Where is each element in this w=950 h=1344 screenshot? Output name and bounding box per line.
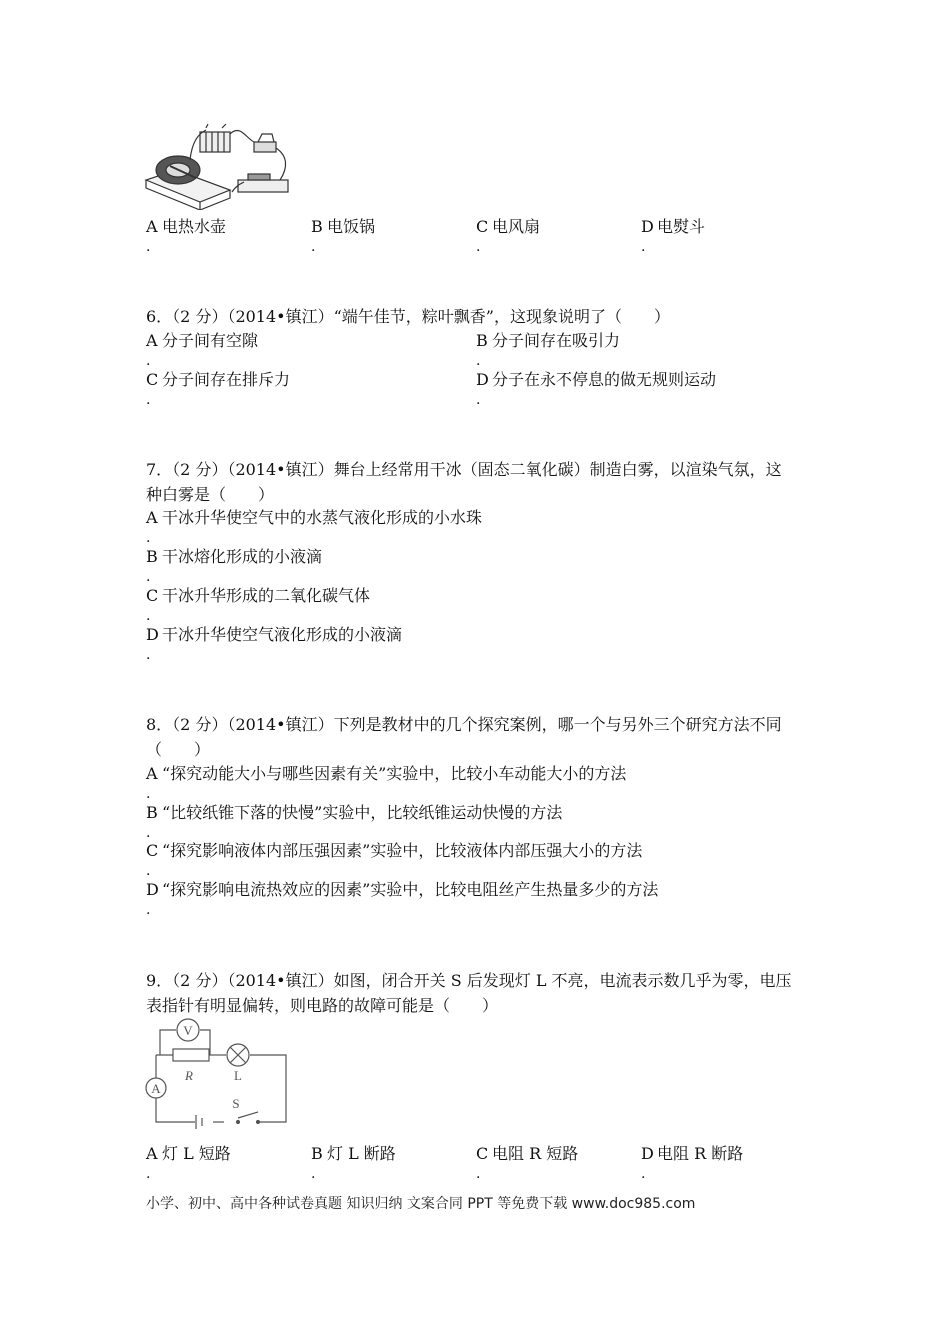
option-dot: . xyxy=(146,863,151,879)
q5-option-c[interactable] xyxy=(476,216,540,238)
q8-option-d[interactable] xyxy=(146,879,658,901)
option-letter: D xyxy=(146,880,159,899)
q7-option-b[interactable] xyxy=(146,546,322,568)
option-dot: . xyxy=(476,392,481,408)
option-text: 干冰升华使空气中的水蒸气液化形成的小水珠 xyxy=(162,508,483,527)
option-letter: A xyxy=(146,508,158,527)
option-dot: . xyxy=(146,239,151,255)
option-letter: A xyxy=(146,764,158,783)
option-text: “比较纸锥下落的快慢”实验中，比较纸锥运动快慢的方法 xyxy=(162,803,563,822)
q8-stem-line1: 8．（2 分）（2014•镇江）下列是教材中的几个探究案例，哪一个与另外三个研究方法不同 xyxy=(146,715,782,734)
option-dot: . xyxy=(641,1166,646,1182)
option-dot: . xyxy=(476,239,481,255)
option-text: 电阻 R 短路 xyxy=(492,1144,579,1163)
q5-option-b[interactable] xyxy=(311,216,375,238)
option-letter: C xyxy=(146,841,159,860)
q6-option-a[interactable] xyxy=(146,330,258,352)
q7-stem-line1: 7．（2 分）（2014•镇江）舞台上经常用干冰（固态二氧化碳）制造白雾，以渲染气氛，这 xyxy=(146,460,782,479)
page-footer: 小学、初中、高中各种试卷真题 知识归纳 文案合同 PPT 等免费下载 www.doc985.com xyxy=(146,1196,696,1212)
option-letter: C xyxy=(146,370,159,389)
option-text: “探究动能大小与哪些因素有关”实验中，比较小车动能大小的方法 xyxy=(162,764,627,783)
q6-option-d[interactable] xyxy=(476,369,716,391)
option-letter: A xyxy=(146,217,158,236)
q9-option-a[interactable] xyxy=(146,1143,231,1165)
q7-option-d[interactable] xyxy=(146,624,402,646)
option-letter: D xyxy=(146,625,159,644)
option-text: 电阻 R 断路 xyxy=(657,1144,744,1163)
q9-option-d[interactable] xyxy=(641,1143,743,1165)
option-text: 分子间存在排斥力 xyxy=(162,370,291,389)
circuit-diagram xyxy=(140,1018,290,1138)
option-dot: . xyxy=(146,825,151,841)
q7-option-a[interactable] xyxy=(146,507,482,529)
option-letter: C xyxy=(146,586,159,605)
electromagnet-apparatus-figure xyxy=(140,120,300,210)
option-dot: . xyxy=(146,530,151,546)
resistor-label: R xyxy=(185,1068,193,1083)
option-letter: B xyxy=(311,217,323,236)
option-dot: . xyxy=(476,353,481,369)
option-dot: . xyxy=(311,239,316,255)
q9-stem-line2: 表指针有明显偏转，则电路的故障可能是（ ） xyxy=(146,996,499,1015)
q6-option-c[interactable] xyxy=(146,369,290,391)
option-text: 分子间有空隙 xyxy=(162,331,259,350)
option-text: 分子间存在吸引力 xyxy=(492,331,621,350)
ammeter-symbol: A xyxy=(151,1081,161,1096)
option-letter: A xyxy=(146,331,158,350)
option-text: 电风扇 xyxy=(492,217,541,236)
option-text: 灯 L 短路 xyxy=(162,1144,231,1163)
option-dot: . xyxy=(146,786,151,802)
option-dot: . xyxy=(146,647,151,663)
option-text: “探究影响电流热效应的因素”实验中，比较电阻丝产生热量多少的方法 xyxy=(162,880,659,899)
q7-option-c[interactable] xyxy=(146,585,370,607)
option-dot: . xyxy=(641,239,646,255)
q8-option-c[interactable] xyxy=(146,840,642,862)
q9-option-b[interactable] xyxy=(311,1143,396,1165)
voltmeter-symbol: V xyxy=(183,1023,193,1038)
option-dot: . xyxy=(146,1166,151,1182)
option-dot: . xyxy=(146,392,151,408)
option-dot: . xyxy=(146,353,151,369)
option-dot: . xyxy=(146,569,151,585)
lamp-label: L xyxy=(234,1068,242,1083)
option-letter: D xyxy=(641,217,654,236)
option-dot: . xyxy=(146,902,151,918)
q9-stem-line1: 9．（2 分）（2014•镇江）如图，闭合开关 S 后发现灯 L 不亮，电流表示数几乎为零，电压 xyxy=(146,971,792,990)
option-letter: C xyxy=(476,1144,489,1163)
q6-stem: 6．（2 分）（2014•镇江）“端午佳节，粽叶飘香”，这现象说明了（ ） xyxy=(146,307,670,326)
q8-option-a[interactable] xyxy=(146,763,626,785)
option-letter: B xyxy=(146,547,158,566)
option-text: 干冰熔化形成的小液滴 xyxy=(162,547,323,566)
q7-stem-line2: 种白雾是（ ） xyxy=(146,485,275,504)
q9-option-c[interactable] xyxy=(476,1143,578,1165)
option-text: 电熨斗 xyxy=(657,217,706,236)
option-dot: . xyxy=(311,1166,316,1182)
option-text: 干冰升华使空气液化形成的小液滴 xyxy=(162,625,403,644)
q6-option-b[interactable] xyxy=(476,330,620,352)
option-text: 分子在永不停息的做无规则运动 xyxy=(492,370,717,389)
switch-label: S xyxy=(232,1096,240,1111)
option-letter: B xyxy=(476,331,488,350)
option-letter: D xyxy=(476,370,489,389)
q8-option-b[interactable] xyxy=(146,802,562,824)
option-text: 干冰升华形成的二氧化碳气体 xyxy=(162,586,371,605)
q5-option-a[interactable] xyxy=(146,216,226,238)
option-letter: B xyxy=(311,1144,323,1163)
q8-stem-line2: （ ） xyxy=(146,740,211,759)
option-letter: D xyxy=(641,1144,654,1163)
option-dot: . xyxy=(146,608,151,624)
option-text: “探究影响液体内部压强因素”实验中，比较液体内部压强大小的方法 xyxy=(162,841,643,860)
option-letter: C xyxy=(476,217,489,236)
option-letter: B xyxy=(146,803,158,822)
q5-option-d[interactable] xyxy=(641,216,705,238)
option-text: 电饭锅 xyxy=(327,217,376,236)
option-text: 电热水壶 xyxy=(162,217,227,236)
option-dot: . xyxy=(476,1166,481,1182)
option-letter: A xyxy=(146,1144,158,1163)
option-text: 灯 L 断路 xyxy=(327,1144,396,1163)
